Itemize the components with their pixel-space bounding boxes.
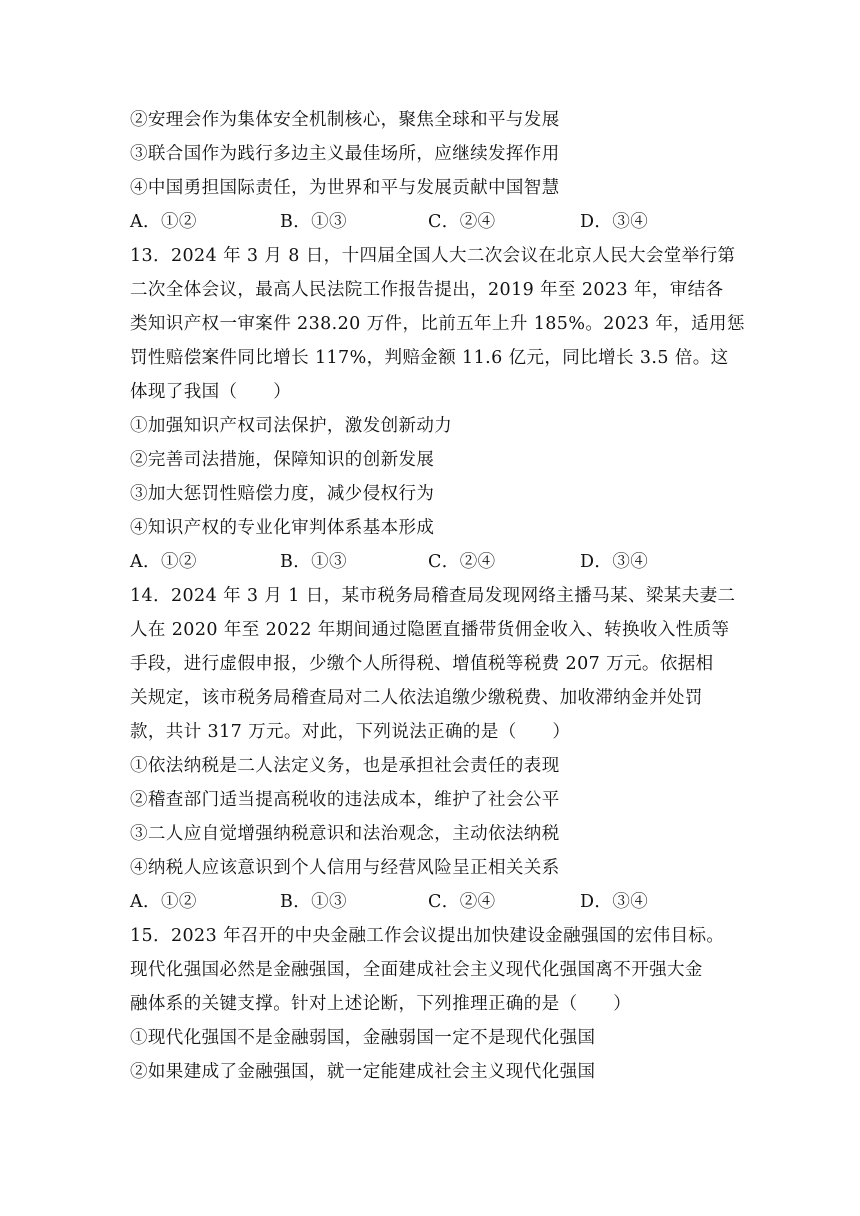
q13-stem-line: 体现了我国（ ） [130, 382, 292, 402]
page-content [130, 103, 745, 1089]
q13-stem-line: 类知识产权一审案件 238.20 万件，比前五年上升 185%。2023 年，适用惩 [130, 314, 745, 334]
question-12 [130, 103, 730, 239]
q12-option-d: D．③④ [580, 212, 649, 232]
q14-stem-line: 关规定，该市税务局稽查局对二人依法追缴少缴税费、加收滞纳金并处罚 [130, 688, 703, 708]
q14-options [130, 885, 730, 919]
q13-item-3: ③加大惩罚性赔偿力度，减少侵权行为 [130, 484, 435, 504]
q14-option-a: A．①② [130, 892, 197, 912]
q15-stem-line: 15．2023 年召开的中央金融工作会议提出加快建设金融强国的宏伟目标。 [130, 926, 725, 946]
q13-options [130, 545, 730, 579]
q14-item-1: ①依法纳税是二人法定义务，也是承担社会责任的表现 [130, 756, 560, 776]
q14-item-4: ④纳税人应该意识到个人信用与经营风险呈正相关关系 [130, 858, 560, 878]
q14-option-c: C．②④ [428, 892, 496, 912]
q15-stem-line: 融体系的关键支撑。针对上述论断，下列推理正确的是（ ） [130, 994, 632, 1014]
q14-option-b: B．①③ [280, 892, 347, 912]
q12-option-a: A．①② [130, 212, 197, 232]
q13-option-a: A．①② [130, 552, 197, 572]
q14-stem-line: 14．2024 年 3 月 1 日，某市税务局稽查局发现网络主播马某、梁某夫妻二 [130, 586, 736, 606]
q14-option-d: D．③④ [580, 892, 649, 912]
q15-stem-line: 现代化强国必然是金融强国，全面建成社会主义现代化强国离不开强大金 [130, 960, 703, 980]
q14-stem-line: 手段，进行虚假申报，少缴个人所得税、增值税等税费 207 万元。依据相 [130, 654, 714, 674]
q12-option-c: C．②④ [428, 212, 496, 232]
question-15 [130, 919, 730, 1089]
q12-item-2: ②安理会作为集体安全机制核心，聚焦全球和平与发展 [130, 110, 560, 130]
q13-item-4: ④知识产权的专业化审判体系基本形成 [130, 518, 435, 538]
question-13 [130, 239, 745, 579]
q15-item-2: ②如果建成了金融强国，就一定能建成社会主义现代化强国 [130, 1062, 596, 1082]
q12-option-b: B．①③ [280, 212, 347, 232]
q15-item-1: ①现代化强国不是金融弱国，金融弱国一定不是现代化强国 [130, 1028, 596, 1048]
question-14 [130, 579, 736, 919]
q13-item-2: ②完善司法措施，保障知识的创新发展 [130, 450, 435, 470]
q13-stem-line: 罚性赔偿案件同比增长 117%，判赔金额 11.6 亿元，同比增长 3.5 倍。这 [130, 348, 729, 368]
q14-item-3: ③二人应自觉增强纳税意识和法治观念，主动依法纳税 [130, 824, 560, 844]
q12-item-3: ③联合国作为践行多边主义最佳场所，应继续发挥作用 [130, 144, 560, 164]
q12-options [130, 205, 730, 239]
q14-stem-line: 人在 2020 年至 2022 年期间通过隐匿直播带货佣金收入、转换收入性质等 [130, 620, 730, 640]
q13-option-b: B．①③ [280, 552, 347, 572]
q12-item-4: ④中国勇担国际责任，为世界和平与发展贡献中国智慧 [130, 178, 560, 198]
q13-stem-line: 二次全体会议，最高人民法院工作报告提出，2019 年至 2023 年，审结各 [130, 280, 724, 300]
q14-item-2: ②稽查部门适当提高税收的违法成本，维护了社会公平 [130, 790, 560, 810]
q13-option-d: D．③④ [580, 552, 649, 572]
q13-item-1: ①加强知识产权司法保护，激发创新动力 [130, 416, 453, 436]
q14-stem-line: 款，共计 317 万元。对此，下列说法正确的是（ ） [130, 722, 571, 742]
q13-option-c: C．②④ [428, 552, 496, 572]
q13-stem-line: 13．2024 年 3 月 8 日，十四届全国人大二次会议在北京人民大会堂举行第 [130, 246, 736, 266]
